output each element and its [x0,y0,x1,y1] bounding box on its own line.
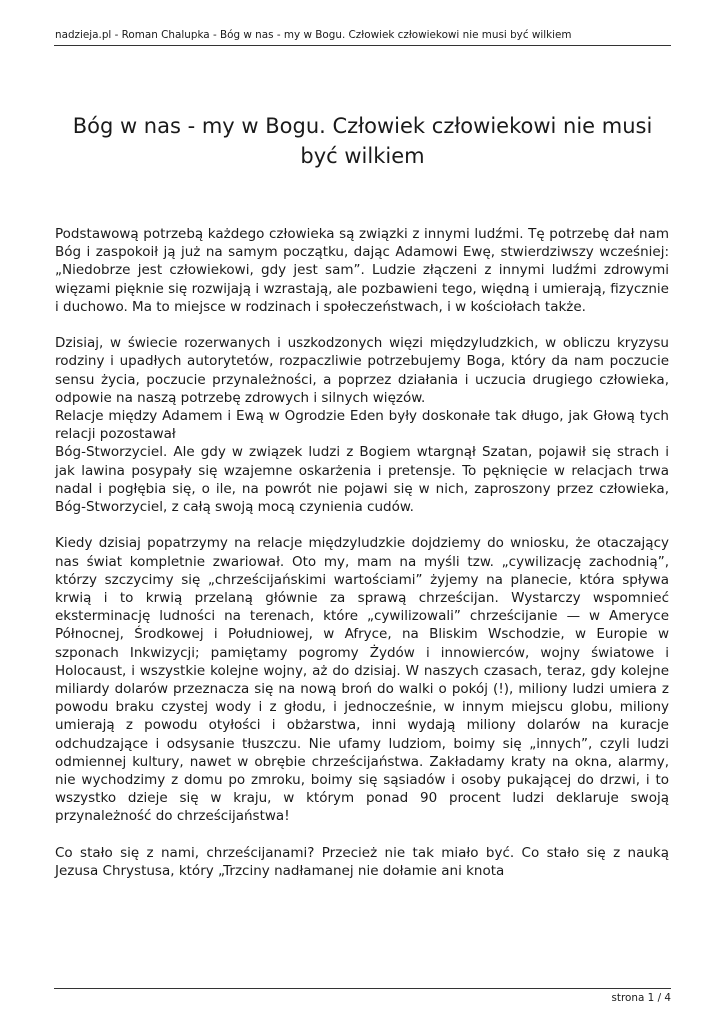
paragraph-3: Relacje między Adamem i Ewą w Ogrodzie Eden były doskonałe tak długo, jak Głową tych relacji pozostawał [55,408,669,443]
footer-divider [54,988,671,989]
page-header: nadzieja.pl - Roman Chalupka - Bóg w nas - my w Bogu. Człowiek człowiekowi nie musi być wilkiem [55,29,572,41]
paragraph-4: Bóg-Stworzyciel. Ale gdy w związek ludzi z Bogiem wtargnął Szatan, pojawił się strach i jak lawina posypały się wzajemne oskarżenia i pretensje. To pęknięcie w relacjach trwa nadal i pogłębia się, o ile, na powrót nie pojawi się w nich, zaproszony przez człowieka, Bóg-Stworzyciel, z całą swoją mocą czynienia cudów. [55,444,669,516]
document-body [55,225,669,898]
header-divider [54,45,671,46]
paragraph-1: Podstawową potrzebą każdego człowieka są związki z innymi ludźmi. Tę potrzebę dał nam Bóg i zaspokoił ją już na samym początku, dając Adamowi Ewę, stwierdziwszy wcześniej: „Niedobrze jest człowiekowi, gdy jest sam”. Ludzie złączeni z innymi ludźmi zdrowymi więzami pięknie się rozwijają i wzrastają, ale pozbawieni tego, więdną i umierają, fizycznie i duchowo. Ma to miejsce w rodzinach i społeczeństwach, i w kościołach także. [55,226,669,315]
document-title: Bóg w nas - my w Bogu. Człowiek człowiekowi nie musi być wilkiem [72,114,653,168]
paragraph-2: Dzisiaj, w świecie rozerwanych i uszkodzonych więzi międzyludzkich, w obliczu kryzysu rodziny i upadłych autorytetów, rozpaczliwie potrzebujemy Boga, który da nam poczucie sensu życia, poczucie przynależności, a poprzez działania i uczucia drugiego człowieka, odpowie na naszą potrzebę zdrowych i silnych więzów. [55,335,669,406]
paragraph-5: Kiedy dzisiaj popatrzymy na relacje międzyludzkie dojdziemy do wniosku, że otaczający nas świat kompletnie zwariował. Oto my, mam na myśli tzw. „cywilizację zachodnią”, którzy szczycimy się „chrześcijańskimi wartościami” żyjemy na planecie, która spływa krwią i to krwią przelaną głównie za sprawą chrześcijan. Wystarczy wspomnieć eksterminację ludności na terenach, które „cywilizowali” chrześcijanie — w Ameryce Północnej, Środkowej i Południowej, w Afryce, na Bliskim Wschodzie, w Europie w szponach Inkwizycji; pamiętamy pogromy Żydów i innowierców, wojny światowe i Holocaust, i wszystkie kolejne wojny, aż do dzisiaj. W naszych czasach, teraz, gdy kolejne miliardy dolarów przeznacza się na nową broń do walki o pokój (!), miliony ludzi umiera z powodu braku czystej wody i z głodu, i jednocześnie, w innym miejscu globu, miliony umierają z powodu otyłości i obżarstwa, inni wydają miliony dolarów na kuracje odchudzające i odsysanie tłuszczu. Nie ufamy ludziom, boimy się „innych”, czyli ludzi odmiennej kultury, nawet w obrębie chrześcijaństwa. Zakładamy kraty na okna, alarmy, nie wychodzimy z domu po zmroku, boimy się sąsiadów i osoby pukającej do drzwi, i to wszystko dzieje się w kraju, w którym ponad 90 procent ludzi deklaruje swoją przynależność do chrześcijaństwa! [55,535,669,825]
paragraph-6: Co stało się z nami, chrześcijanami? Przecież nie tak miało być. Co stało się z nauką Jezusa Chrystusa, który „Trzciny nadłamanej nie dołamie ani knota [55,844,669,880]
page-number: strona 1 / 4 [611,992,671,1004]
